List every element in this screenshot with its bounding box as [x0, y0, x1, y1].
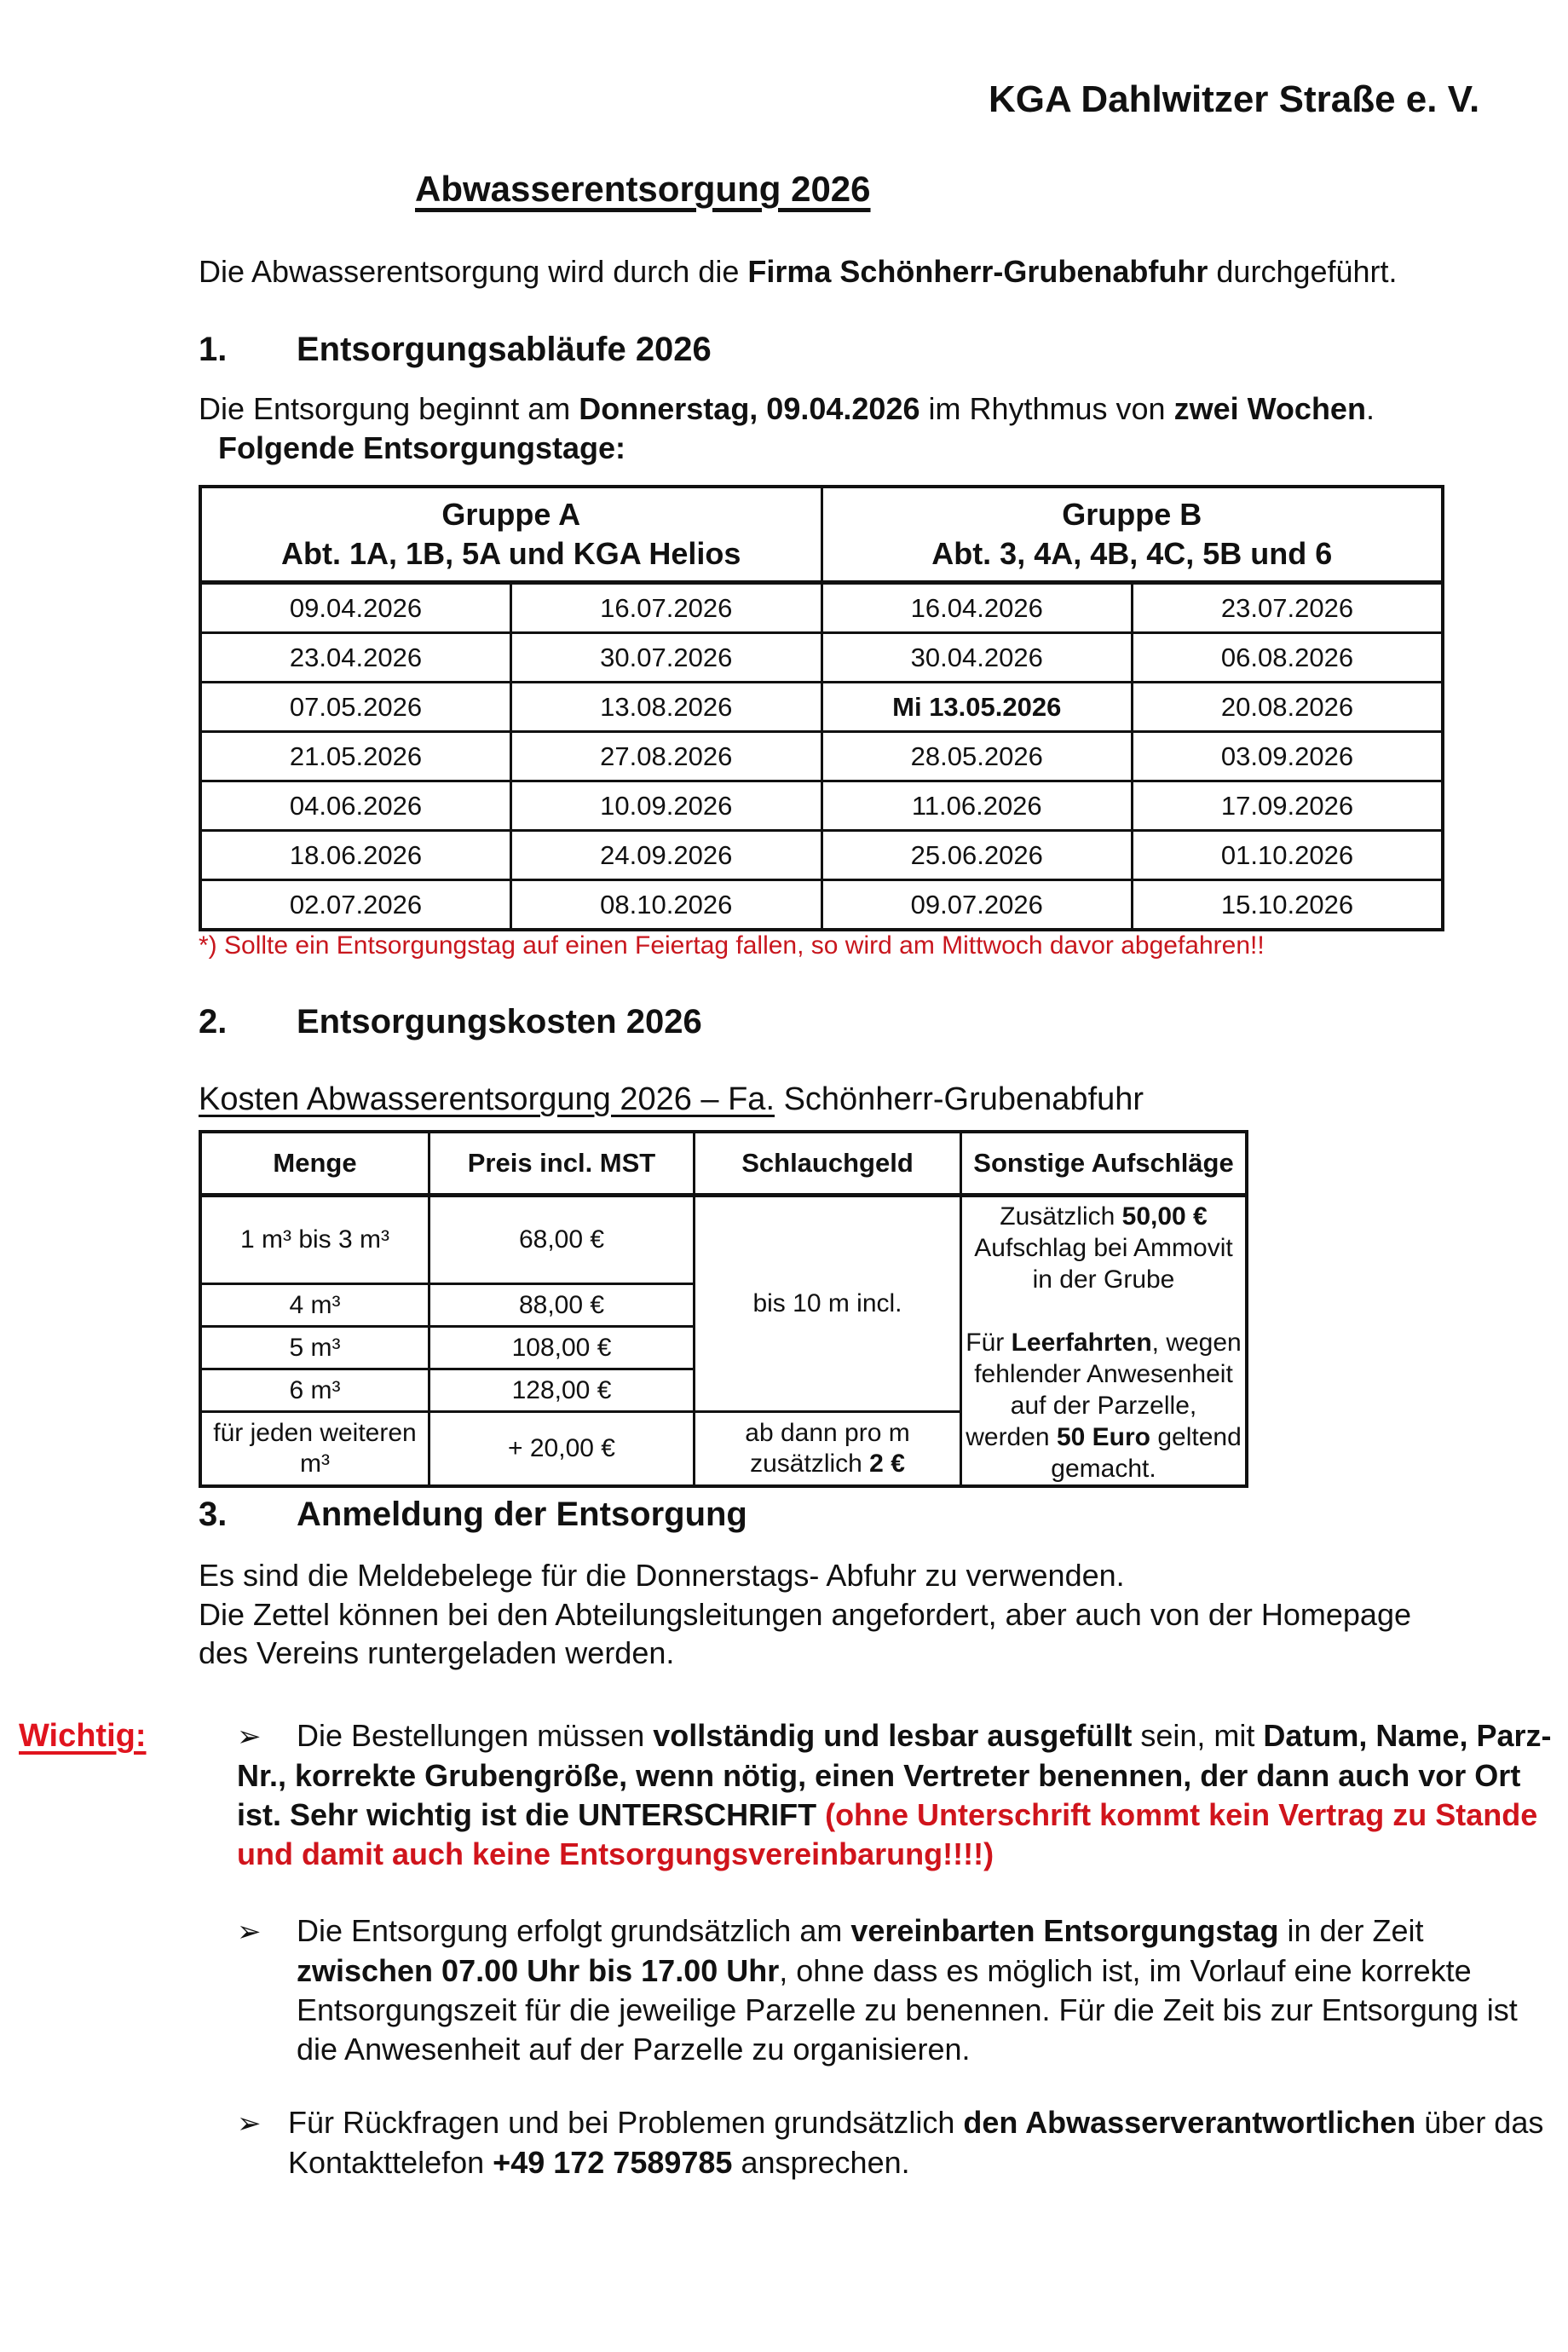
important-bullet — [237, 1911, 1554, 2069]
preis-cell: 68,00 € — [429, 1196, 695, 1284]
group-a-header — [200, 487, 821, 583]
date-cell: 07.05.2026 — [200, 683, 511, 732]
schedule-row — [200, 583, 1443, 633]
text: in der Zeit — [1278, 1913, 1424, 1948]
schedule-row — [200, 781, 1443, 831]
date-cell: Mi 13.05.2026 — [821, 683, 1133, 732]
subtitle-rest: Schönherr-Grubenabfuhr — [775, 1081, 1144, 1117]
text: Für Rückfragen und bei Problemen grundsätzlich — [288, 2105, 964, 2140]
registration-line: Es sind die Meldebelege für die Donnerstags- Abfuhr zu verwenden. — [199, 1558, 1125, 1593]
important-label: Wichtig: — [19, 1718, 147, 1754]
fee-amount: 50 Euro — [1056, 1423, 1150, 1451]
registration-line: des Vereins runtergeladen werden. — [199, 1635, 675, 1670]
date-cell: 16.07.2026 — [511, 583, 822, 633]
text: über das Kontakttelefon — [288, 2105, 1544, 2180]
date-cell: 08.10.2026 — [511, 880, 822, 931]
organization-name: KGA Dahlwitzer Straße e. V. — [989, 78, 1480, 120]
date-cell: 25.06.2026 — [821, 831, 1133, 880]
date-cell: 27.08.2026 — [511, 732, 822, 781]
text — [816, 1797, 825, 1832]
date-cell: 18.06.2026 — [200, 831, 511, 880]
text: . — [1365, 391, 1375, 426]
preis-cell: 128,00 € — [429, 1369, 695, 1412]
date-cell: 13.08.2026 — [511, 683, 822, 732]
date-cell: 06.08.2026 — [1133, 633, 1444, 683]
section-3-heading — [199, 1496, 747, 1534]
intro-suffix: durchgeführt. — [1208, 254, 1398, 289]
arrowhead-bullet-icon: ➢ — [237, 1916, 262, 1948]
schlauchgeld-extra-cell — [695, 1412, 961, 1486]
important-bullet — [237, 2103, 1554, 2182]
date-cell: 15.10.2026 — [1133, 880, 1444, 931]
empty-trip-fee — [966, 1327, 1242, 1484]
date-cell: 09.07.2026 — [821, 880, 1133, 931]
group-members: Abt. 3, 4A, 4B, 4C, 5B und 6 — [931, 536, 1333, 571]
date-cell: 23.04.2026 — [200, 633, 511, 683]
menge-cell: für jeden weiteren m³ — [200, 1412, 429, 1486]
text: ab dann pro m zusätzlich — [745, 1419, 910, 1479]
preis-cell: 88,00 € — [429, 1284, 695, 1327]
section-title: Anmeldung der Entsorgung — [297, 1496, 747, 1533]
cost-header-row — [200, 1132, 1247, 1196]
subtitle-underlined: Kosten Abwasserentsorgung 2026 – Fa. — [199, 1081, 775, 1117]
rhythm: zwei Wochen — [1173, 391, 1366, 426]
date-cell: 24.09.2026 — [511, 831, 822, 880]
text: Datum, Name, Parz-Nr., korrekte Grubengröße, wenn nötig, einen Vertreter benennen, der dann auch vor Ort ist. Sehr wichtig ist die UNTERSCHRIFT — [237, 1718, 1552, 1832]
schlauchgeld-cell: bis 10 m incl. — [695, 1196, 961, 1412]
date-cell: 20.08.2026 — [1133, 683, 1444, 732]
date-cell: 17.09.2026 — [1133, 781, 1444, 831]
section-1-heading — [199, 331, 712, 369]
menge-cell: 1 m³ bis 3 m³ — [200, 1196, 429, 1284]
text: vereinbarten Entsorgungstag — [850, 1913, 1279, 1948]
group-b-header — [821, 487, 1443, 583]
intro-text — [199, 254, 1398, 290]
col-schlauchgeld: Schlauchgeld — [695, 1132, 961, 1196]
date-cell: 30.07.2026 — [511, 633, 822, 683]
contact-phone: +49 172 7589785 — [493, 2145, 733, 2180]
menge-cell: 6 m³ — [200, 1369, 429, 1412]
schedule-header-row — [200, 487, 1443, 583]
time-window: zwischen 07.00 Uhr bis 17.00 Uhr — [297, 1953, 780, 1988]
col-preis: Preis incl. MST — [429, 1132, 695, 1196]
date-cell: 30.04.2026 — [821, 633, 1133, 683]
date-cell: 21.05.2026 — [200, 732, 511, 781]
text: Zusätzlich — [1000, 1202, 1122, 1231]
date-cell: 11.06.2026 — [821, 781, 1133, 831]
col-menge: Menge — [200, 1132, 429, 1196]
date-cell: 16.04.2026 — [821, 583, 1133, 633]
text: den Abwasserverantwortlichen — [963, 2105, 1416, 2140]
start-info — [199, 391, 1375, 427]
text: sein, mit — [1132, 1718, 1264, 1753]
text: Aufschlag bei Ammovit in der Grube — [974, 1234, 1233, 1294]
text: Die Entsorgung beginnt am — [199, 391, 579, 426]
section-number: 2. — [199, 1003, 228, 1041]
date-cell: 02.07.2026 — [200, 880, 511, 931]
section-title: Entsorgungsabläufe 2026 — [297, 331, 712, 368]
date-cell: 23.07.2026 — [1133, 583, 1444, 633]
date-cell: 10.09.2026 — [511, 781, 822, 831]
schedule-row — [200, 831, 1443, 880]
important-bullet — [237, 1716, 1554, 1874]
date-cell: 28.05.2026 — [821, 732, 1133, 781]
text: Für — [966, 1329, 1012, 1357]
schedule-row — [200, 880, 1443, 931]
date-cell: 09.04.2026 — [200, 583, 511, 633]
section-title: Entsorgungskosten 2026 — [297, 1003, 702, 1041]
ammovit-surcharge — [966, 1201, 1242, 1295]
text: Leerfahrten — [1011, 1329, 1152, 1357]
menge-cell: 5 m³ — [200, 1327, 429, 1369]
schedule-row — [200, 683, 1443, 732]
menge-cell: 4 m³ — [200, 1284, 429, 1327]
preis-cell: 108,00 € — [429, 1327, 695, 1369]
text: , wegen fehlender Anwesenheit auf der Parzelle, werden — [966, 1329, 1242, 1451]
group-name: Gruppe B — [1062, 497, 1202, 532]
text: Die Entsorgung erfolgt grundsätzlich am — [297, 1913, 851, 1948]
cost-table — [199, 1130, 1248, 1488]
intro-prefix: Die Abwasserentsorgung wird durch die — [199, 254, 748, 289]
cost-table-subtitle — [199, 1081, 1144, 1118]
page-title: Abwasserentsorgung 2026 — [415, 169, 871, 209]
extra-fee: 2 € — [869, 1450, 905, 1479]
holiday-footnote: *) Sollte ein Entsorgungstag auf einen Feiertag fallen, so wird am Mittwoch davor abgefahren!! — [199, 931, 1265, 960]
text: ansprechen. — [732, 2145, 910, 2180]
section-number: 1. — [199, 331, 228, 368]
sonstige-cell — [961, 1196, 1248, 1487]
col-sonstige: Sonstige Aufschläge — [961, 1132, 1248, 1196]
section-number: 3. — [199, 1496, 228, 1533]
preis-cell: + 20,00 € — [429, 1412, 695, 1486]
signature-warning: (ohne Unterschrift kommt kein Vertrag zu Stande und damit auch keine Entsorgungsvereinbarung!!!!) — [237, 1797, 1538, 1871]
date-cell: 04.06.2026 — [200, 781, 511, 831]
company-name: Firma Schönherr-Grubenabfuhr — [747, 254, 1208, 289]
text: , ohne dass es möglich ist, im Vorlauf eine korrekte Entsorgungszeit für die jeweilige Parzelle zu benennen. Für die Zeit bis zur Entsorgung ist die Anwesenheit auf der Parzelle zu organisieren. — [297, 1953, 1518, 2067]
text: geltend gemacht. — [1051, 1423, 1242, 1483]
group-name: Gruppe A — [441, 497, 581, 532]
schedule-row — [200, 633, 1443, 683]
group-members: Abt. 1A, 1B, 5A und KGA Helios — [281, 536, 741, 571]
text: im Rhythmus von — [919, 391, 1174, 426]
schedule-row — [200, 732, 1443, 781]
cost-row — [200, 1196, 1247, 1284]
dates-label: Folgende Entsorgungstage: — [218, 430, 626, 465]
section-2-heading — [199, 1003, 702, 1041]
arrowhead-bullet-icon: ➢ — [237, 2107, 262, 2140]
date-cell: 01.10.2026 — [1133, 831, 1444, 880]
start-date: Donnerstag, 09.04.2026 — [579, 391, 920, 426]
text: Die Bestellungen müssen — [297, 1718, 654, 1753]
schedule-table — [199, 485, 1444, 931]
date-cell: 03.09.2026 — [1133, 732, 1444, 781]
surcharge-amount: 50,00 € — [1121, 1202, 1208, 1231]
arrowhead-bullet-icon: ➢ — [237, 1721, 262, 1753]
registration-line: Die Zettel können bei den Abteilungsleitungen angefordert, aber auch von der Homepage — [199, 1597, 1411, 1632]
text: vollständig und lesbar ausgefüllt — [653, 1718, 1133, 1753]
